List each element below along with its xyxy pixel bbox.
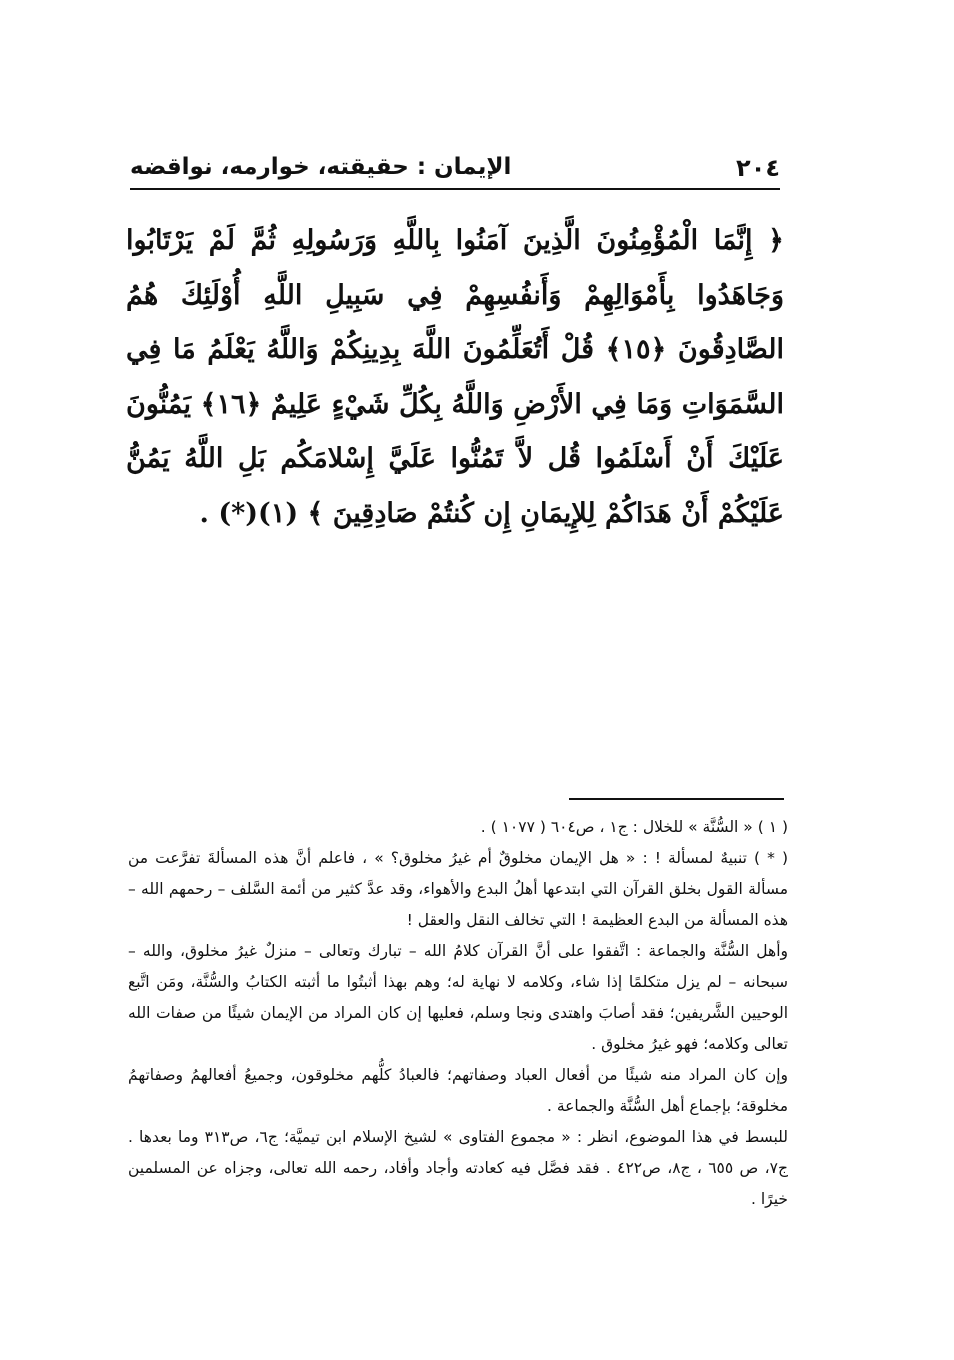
page-header xyxy=(130,152,780,190)
footnote-note: ( * ) تنبيهٌ لمسألة ! : « هل الإيمان مخلوقٌ أم غيرُ مخلوق؟ » ، فاعلم أنَّ هذه المسألةَ تفرَّعت من مسألة القول بخلق القرآن التي ابتدعها أهلُ البدع والأهواء، وقد عدَّ كثير من أئمة السَّلف – رحمهم الله – هذه المسألة من البدع العظيمة ! التي تخالف النقل والعقل ! xyxy=(128,849,788,929)
footnote-divider xyxy=(569,798,784,800)
running-title: الإيمان : حقيقته، خوارمه، نواقضه xyxy=(130,154,512,180)
footnotes-section xyxy=(128,812,788,1215)
footnote-note-paragraph-3: وإن كان المراد منه شيئًا من أفعال العباد وصفاتهم؛ فالعبادُ كلُّهم مخلوقون، وجميعُ أفعالهمُ وصفاتهمُ مخلوقة؛ بإجماع أهل السُّنَّة والجماعة . xyxy=(128,1066,788,1115)
footnote-1: ( ١ ) « السُّنَّة » للخلال : ج١ ، ص٦٠٤ ( ١٠٧٧ ) . xyxy=(480,818,788,836)
quran-verse-block: ﴿ إِنَّمَا الْمُؤْمِنُونَ الَّذِينَ آمَنُوا بِاللَّهِ وَرَسُولِهِ ثُمَّ لَمْ يَرْتَابُوا وَجَاهَدُوا بِأَمْوَالِهِمْ وَأَنفُسِهِمْ فِي سَبِيلِ اللَّهِ أُوْلَئِكَ هُمُ الصَّادِقُونَ ﴿١٥﴾ قُلْ أَتُعَلِّمُونَ اللَّهَ بِدِينِكُمْ وَاللَّهُ يَعْلَمُ مَا فِي السَّمَوَاتِ وَمَا فِي الأَرْضِ وَاللَّهُ بِكُلِّ شَيْءٍ عَلِيمٌ ﴿١٦﴾ يَمُنُّونَ عَلَيْكَ أَنْ أَسْلَمُوا قُل لاَّ تَمُنُّوا عَلَيَّ إِسْلامَكُم بَلِ اللَّهُ يَمُنُّ عَلَيْكُمْ أَنْ هَدَاكُمْ لِلإِيمَانِ إِن كُنتُمْ صَادِقِينَ ﴾ (١)(*) . xyxy=(126,225,785,529)
footnote-note-paragraph-2: وأهل السُّنَّة والجماعة : اتَّفقوا على أنَّ القرآن كلامُ الله – تبارك وتعالى – منزلٌ غيرُ مخلوق، والله – سبحانه – لم يزل متكلمًا إذا شاء، وكلامه لا نهاية له؛ وهم بهذا أثبتُوا ما أثبته الكتابُ والسُّنَّة، ومَن اتَّبع الوحيين الشَّريفين؛ فقد أصابَ واهتدى ونجا وسلم، فعليها إن كان المراد من الإيمان شيئًا من صفات الله تعالى وكلامه؛ فهو غيرُ مخلوق . xyxy=(128,942,788,1053)
page-number: ٢٠٤ xyxy=(736,154,780,182)
footnote-note-paragraph-4: للبسط في هذا الموضوع، انظر : « مجموع الفتاوى » لشيخ الإسلام ابن تيميَّة؛ ج٦، ص٣١٣ وما بعدها . ج٧، ص ٦٥٥ ، ج٨، ص٤٢٢ . فقد فصَّل فيه كعادته وأجاد وأفاد، رحمه الله تعالى، وجزاه عن المسلمين خيرًا . xyxy=(128,1128,789,1208)
